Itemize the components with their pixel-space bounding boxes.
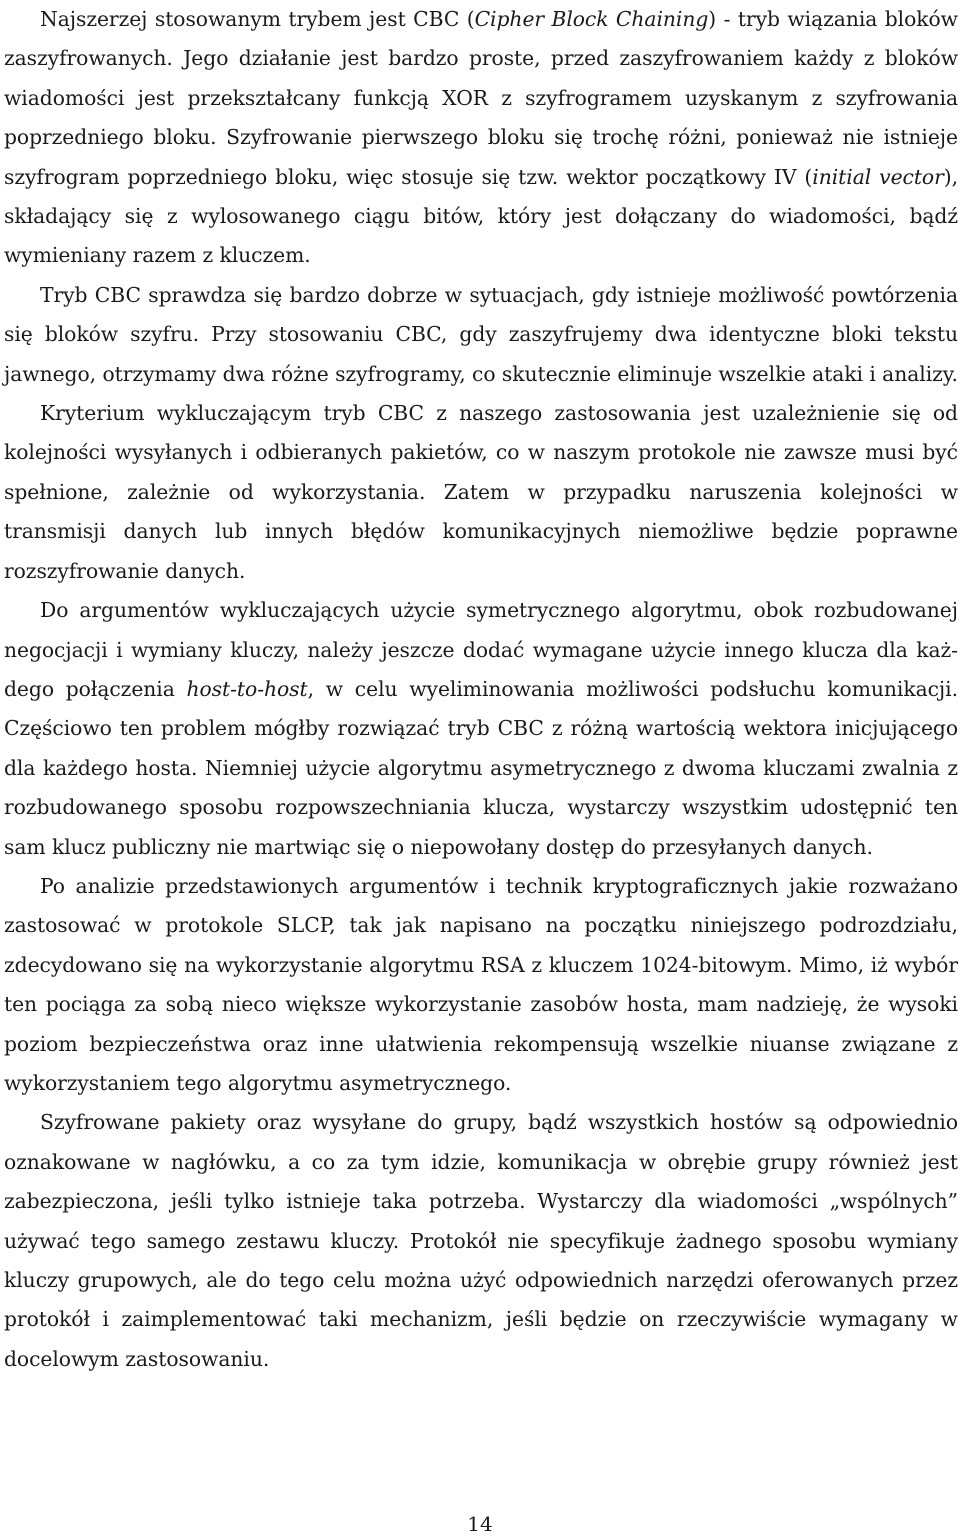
paragraph-cbc-definition	[4, 0, 958, 276]
text-run: Najszerzej stosowanym trybem jest CBC (	[40, 7, 475, 31]
paragraph-rsa-decision	[4, 867, 958, 1103]
italic-term: Cipher Block Chaining	[474, 7, 709, 31]
page-number: 14	[467, 1512, 493, 1536]
text-run: Do argumentów wykluczających użycie symetrycznego algorytmu, obok rozbudowanej negocjacji i wymiany kluczy, należy jeszcze dodać wymagane użycie innego klucza dla każdego połączenia	[4, 598, 958, 701]
text-run: ), składający się z wylosowanego ciągu bitów, który jest dołączany do wiadomości, bądź wymieniany razem z kluczem.	[4, 164, 959, 268]
text-run: Szyfrowane pakiety oraz wysyłane do grupy, bądź wszystkich hostów są odpowiednio oznakowane w nagłówku, a co za tym idzie, komunikacja w obrębie grupy również jest zabezpieczona, jeśli tylko istnieje taka potrzeba. Wystarczy dla wiadomości „wspólnych” używać tego samego zestawu kluczy. Protokół nie specyfikuje żadnego sposobu wymiany kluczy grupowych, ale do tego celu można użyć odpowiednich narzędzi oferowanych przez protokół i zaimplementować taki mechanizm, jeśli będzie on rzeczywiście wymagany w docelowym zastosowaniu.	[4, 1110, 958, 1371]
paragraph-symmetric-arguments	[4, 591, 958, 867]
italic-term: initial vector	[812, 164, 944, 189]
body-text	[4, 0, 958, 1379]
italic-term: host-to-host	[186, 676, 308, 701]
text-run: Kryterium wykluczającym tryb CBC z naszego zastosowania jest uzależnienie się od kolejności wysyłanych i odbieranych pakietów, co w naszym protokole nie zawsze musi być spełnione, zależnie od wykorzystania. Zatem w przypadku naruszenia kolejności w transmisji danych lub innych błędów komunikacyjnych niemożliwe będzie poprawne rozszyfrowanie danych.	[4, 401, 958, 583]
paragraph-cbc-advantages	[4, 276, 958, 394]
paragraph-group-encryption	[4, 1103, 958, 1379]
text-run: ) - tryb wiązania bloków zaszyfrowanych. Jego działanie jest bardzo proste, przed zaszyfrowaniem każdy z bloków wiadomości jest przekształcany funkcją XOR z szyfrogramem uzyskanym z szyfrowania poprzedniego bloku. Szyfrowanie pierwszego bloku się trochę różni, ponieważ nie istnieje szyfrogram poprzedniego bloku, więc stosuje się tzw. wektor początkowy IV (	[4, 7, 958, 189]
text-run: Tryb CBC sprawdza się bardzo dobrze w sytuacjach, gdy istnieje możliwość powtórzenia się bloków szyfru. Przy stosowaniu CBC, gdy zaszyfrujemy dwa identyczne bloki tekstu jawnego, otrzymamy dwa różne szyfrogramy, co skutecznie eliminuje wszelkie ataki i analizy.	[4, 282, 958, 386]
text-run: Po analizie przedstawionych argumentów i technik kryptograficznych jakie rozważano zastosować w protokole SLCP, tak jak napisano na początku niniejszego podrozdziału, zdecydowano się na wykorzystanie algorytmu RSA z kluczem 1024-bitowym. Mimo, iż wybór ten pociąga za sobą nieco większe wykorzystanie zasobów hosta, mam nadzieję, że wysoki poziom bezpieczeństwa oraz inne ułatwienia rekompensują wszelkie niuanse związane z wykorzystaniem tego algorytmu asymetrycznego.	[4, 873, 958, 1095]
text-run: , w celu wyeliminowania możliwości podsłuchu komunikacji. Częściowo ten problem mógłby rozwiązać tryb CBC z różną wartością wektora inicjującego dla każdego hosta. Niemniej użycie algorytmu asymetrycznego z dwoma kluczami zwalnia z rozbudowanego sposobu rozpowszechniania klucza, wystarczy wszystkim udostępnić ten sam klucz publiczny nie martwiąc się o niepowołany dostęp do przesyłanych danych.	[4, 676, 958, 859]
paragraph-cbc-exclusion	[4, 394, 958, 591]
